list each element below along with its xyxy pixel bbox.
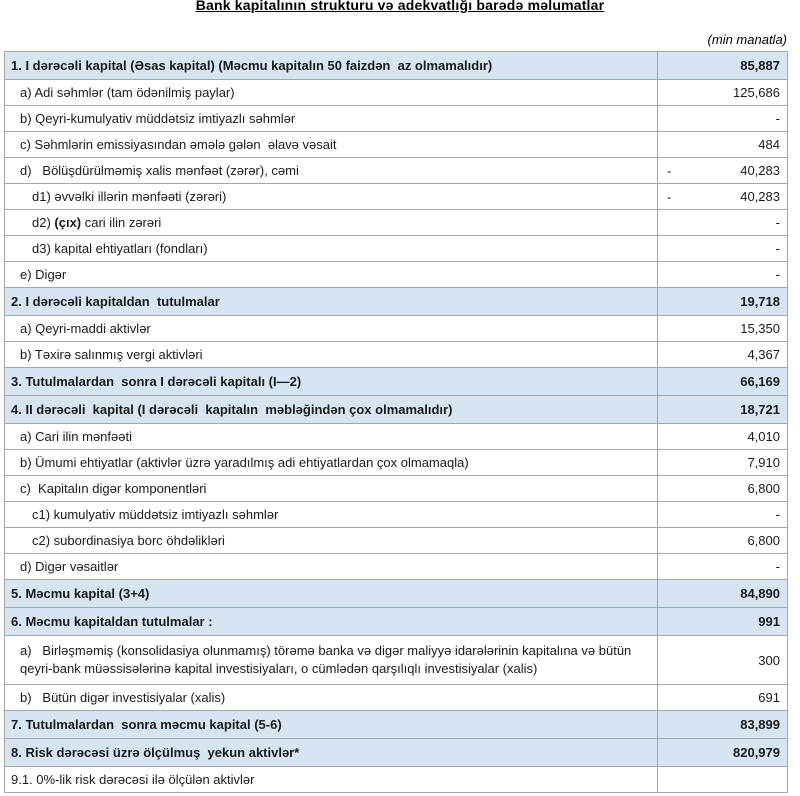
row-1d3-capital-reserves <box>5 236 788 262</box>
negative-sign: - <box>667 189 672 204</box>
row-6b-all-other-investments <box>5 685 788 711</box>
row-value <box>658 80 788 106</box>
row-value-text: 991 <box>758 614 780 629</box>
row-value-text: - <box>775 507 780 522</box>
row-value <box>658 132 788 158</box>
row-label-text: d1) əvvəlki illərin mənfəəti (zərəri) <box>32 189 227 204</box>
row-1c-share-emission-surplus <box>5 132 788 158</box>
row-label-text: 8. Risk dərəcəsi üzrə ölçülmuş yekun aktivlər* <box>11 745 300 760</box>
row-value-text: - <box>775 215 780 230</box>
row-label-text: d3) kapital ehtiyatları (fondları) <box>32 241 208 256</box>
row-value-text: 19,718 <box>740 294 780 309</box>
row-label-text: a) Qeyri-maddi aktivlər <box>20 321 151 336</box>
row-value-text: 6,800 <box>747 533 780 548</box>
row-value-text: 18,721 <box>740 402 780 417</box>
row-4c-other-capital-components <box>5 476 788 502</box>
row-value-text: 691 <box>758 690 780 705</box>
row-value-text: 820,979 <box>733 745 780 760</box>
row-value <box>658 476 788 502</box>
capital-table-body <box>5 52 788 793</box>
row-label <box>5 262 658 288</box>
row-1a-ordinary-shares <box>5 80 788 106</box>
row-label-text: c) Səhmlərin emissiyasından əmələ gələn əlavə vəsait <box>20 137 337 152</box>
row-label <box>5 636 658 685</box>
row-value-text: 66,169 <box>740 374 780 389</box>
row-label-text: b) Təxirə salınmış vergi aktivləri <box>20 347 203 362</box>
row-value <box>658 636 788 685</box>
row-label-text: a) Adi səhmlər (tam ödənilmiş paylar) <box>20 85 235 100</box>
row-value <box>658 52 788 80</box>
row-label-text: b) Ümumi ehtiyatlar (aktivlər üzrə yaradılmış adi ehtiyatlardan çox olmamaqla) <box>20 455 469 470</box>
row-value <box>658 711 788 739</box>
row-label-text: e) Digər <box>20 267 67 282</box>
row-value <box>658 106 788 132</box>
row-4c1-cumulative-preferred-shares <box>5 502 788 528</box>
row-value-text: 85,887 <box>740 58 780 73</box>
row-label-text: c) Kapitalın digər komponentləri <box>20 481 207 496</box>
row-label-text: b) Qeyri-kumulyativ müddətsiz imtiyazlı səhmlər <box>20 111 296 126</box>
row-label-text: (I dərəcəli kapitalın məbləğindən çox olmamalıdır) <box>133 402 453 417</box>
row-label <box>5 106 658 132</box>
row-label <box>5 396 658 424</box>
row-label-text: cari ilin zərəri <box>81 215 162 230</box>
row-label <box>5 711 658 739</box>
row-value-text: 4,010 <box>747 429 780 444</box>
row-label-text: d) Bölüşdürülməmiş xalis mənfəət (zərər), cəmi <box>20 163 299 178</box>
row-value <box>658 210 788 236</box>
row-1d-retained-net-profit <box>5 158 788 184</box>
row-label <box>5 158 658 184</box>
row-label-text: 2. I dərəcəli kapitaldan tutulmalar <box>11 294 220 309</box>
row-label <box>5 52 658 80</box>
row-value <box>658 288 788 316</box>
row-4d-other-funds <box>5 554 788 580</box>
row-label-text: b) Bütün digər investisiyalar (xalis) <box>20 690 226 705</box>
negative-sign: - <box>667 163 672 178</box>
row-value-text: 40,283 <box>740 189 780 204</box>
row-label-text: (çıx) <box>54 215 82 230</box>
row-2a-intangible-assets <box>5 316 788 342</box>
row-1b-noncumulative-preferred-shares <box>5 106 788 132</box>
row-1d1-prior-years-profit <box>5 184 788 210</box>
row-label <box>5 450 658 476</box>
row-label-text: c2) subordinasiya borc öhdəlikləri <box>32 533 225 548</box>
row-1-tier1-capital <box>5 52 788 80</box>
row-value <box>658 502 788 528</box>
row-value-text: - <box>775 241 780 256</box>
row-label <box>5 236 658 262</box>
row-value-text: 40,283 <box>740 163 780 178</box>
row-value <box>658 396 788 424</box>
row-label <box>5 767 658 793</box>
row-value <box>658 342 788 368</box>
row-value <box>658 158 788 184</box>
row-1e-other <box>5 262 788 288</box>
row-label <box>5 739 658 767</box>
row-value <box>658 424 788 450</box>
row-value-text: - <box>775 267 780 282</box>
row-4b-general-reserves <box>5 450 788 476</box>
row-label-text: a) Cari ilin mənfəəti <box>20 429 132 444</box>
row-value <box>658 450 788 476</box>
row-label-text: c1) kumulyativ müddətsiz imtiyazlı səhmlər <box>32 507 279 522</box>
capital-structure-table <box>4 51 788 793</box>
row-value-text: 83,899 <box>740 717 780 732</box>
row-label-text: 9.1. 0%-lik risk dərəcəsi ilə ölçülən aktivlər <box>11 772 255 787</box>
row-label-text: 7. Tutulmalardan sonra məcmu kapital (5-6) <box>11 717 282 732</box>
row-label-text: 6. Məcmu kapitaldan tutulmalar : <box>11 614 213 629</box>
row-5-total-capital <box>5 580 788 608</box>
page-title: Bank kapitalının strukturu və adekvatlığı barədə məlumatlar <box>195 0 605 13</box>
row-value-text: 484 <box>758 137 780 152</box>
row-6-total-capital-deductions <box>5 608 788 636</box>
row-label <box>5 210 658 236</box>
row-label <box>5 554 658 580</box>
row-label <box>5 368 658 396</box>
row-2-tier1-deductions <box>5 288 788 316</box>
row-value <box>658 580 788 608</box>
row-label-text: a) Birləşməmiş (konsolidasiya olunmamış) törəmə banka və digər maliyyə idarələrinin kapitalına və bütün qeyri-bank müəssisələrinə kapital investisiyaları, o cümlədən qarşılıqlı investisiyalar (xalis) <box>20 642 635 676</box>
row-value <box>658 368 788 396</box>
row-value-text: - <box>775 111 780 126</box>
row-value-text: 300 <box>758 652 780 668</box>
row-label <box>5 80 658 106</box>
row-value <box>658 528 788 554</box>
row-value <box>658 262 788 288</box>
row-2b-deferred-tax-assets <box>5 342 788 368</box>
row-label <box>5 288 658 316</box>
row-label-text: d2) <box>32 215 55 230</box>
row-label <box>5 184 658 210</box>
row-label <box>5 424 658 450</box>
row-4a-current-year-profit <box>5 424 788 450</box>
row-value-text: 125,686 <box>733 85 780 100</box>
row-value-text: 7,910 <box>747 455 780 470</box>
row-label <box>5 502 658 528</box>
row-6a-unconsolidated-investments <box>5 636 788 685</box>
row-1d2-current-year-loss <box>5 210 788 236</box>
row-label <box>5 580 658 608</box>
row-label-text: 4. II dərəcəli kapital <box>11 402 134 417</box>
row-4c2-subordinated-debt <box>5 528 788 554</box>
row-label <box>5 476 658 502</box>
row-label <box>5 342 658 368</box>
row-value-text: - <box>775 559 780 574</box>
row-value <box>658 739 788 767</box>
row-7-total-capital-after-deductions <box>5 711 788 739</box>
row-8-risk-weighted-total-assets <box>5 739 788 767</box>
row-value <box>658 316 788 342</box>
row-value <box>658 608 788 636</box>
row-value <box>658 767 788 793</box>
row-label <box>5 608 658 636</box>
row-value <box>658 685 788 711</box>
row-value <box>658 184 788 210</box>
row-value-text: 84,890 <box>740 586 780 601</box>
row-value-text: 6,800 <box>747 481 780 496</box>
row-label <box>5 528 658 554</box>
row-label <box>5 132 658 158</box>
row-value <box>658 236 788 262</box>
row-label <box>5 685 658 711</box>
row-value-text: 4,367 <box>747 347 780 362</box>
unit-note: (min manatla) <box>707 32 787 47</box>
row-3-tier1-after-deductions <box>5 368 788 396</box>
row-label-text: 3. Tutulmalardan sonra I dərəcəli kapitalı (I—2) <box>11 374 302 389</box>
row-9-1-partial <box>5 767 788 793</box>
row-label <box>5 316 658 342</box>
row-label-text: 5. Məcmu kapital (3+4) <box>11 586 150 601</box>
row-value-text: 15,350 <box>740 321 780 336</box>
row-label-text: d) Digər vəsaitlər <box>20 559 119 574</box>
row-label-text: 1. I dərəcəli kapital <box>11 58 127 73</box>
row-label-text: (Əsas kapital) (Məcmu kapitalın 50 faizdən az olmamalıdır) <box>126 58 493 73</box>
row-value <box>658 554 788 580</box>
row-4-tier2-capital <box>5 396 788 424</box>
